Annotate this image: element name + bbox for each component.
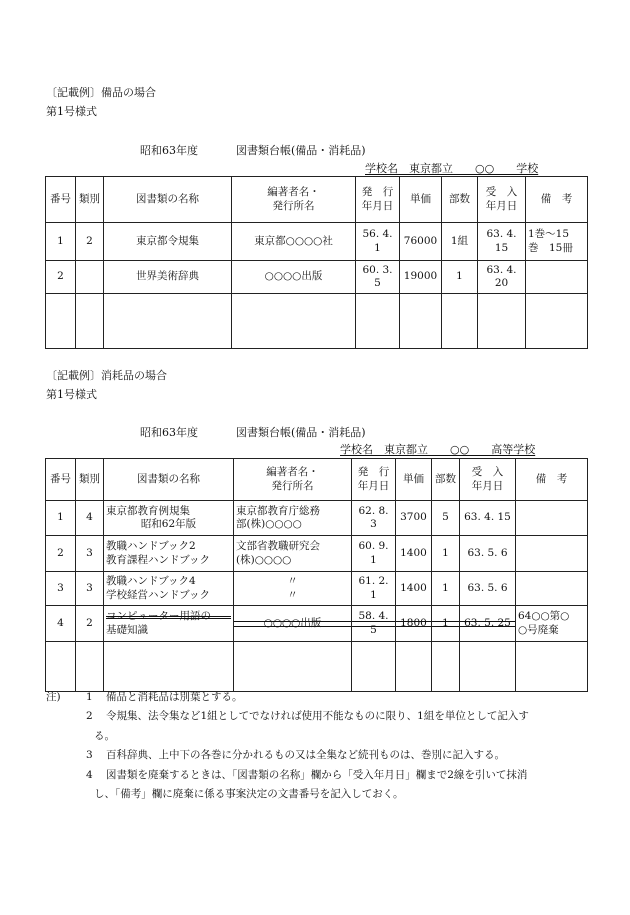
cell-no: 2 xyxy=(46,261,76,294)
table-row xyxy=(46,261,588,294)
cell-author: ○○○○出版 xyxy=(232,261,356,294)
header-author-line1: 編著者名・ xyxy=(267,186,320,199)
table-row-empty xyxy=(46,642,588,692)
cell-rcv-date: 63. 4. 15 xyxy=(478,223,526,261)
header-pub-line2: 年月日 xyxy=(361,199,394,212)
cell-author: ○○○○出版 xyxy=(234,606,352,642)
header-qty: 部数 xyxy=(442,177,478,223)
table-row xyxy=(46,572,588,606)
header-pub-date xyxy=(352,459,396,501)
cell-pub-date: 61. 2. 1 xyxy=(352,572,396,606)
cell-price: 76000 xyxy=(400,223,442,261)
cell-qty: 1 xyxy=(432,536,460,572)
header-rcv-line1: 受 入 xyxy=(471,466,504,479)
header-no: 番号 xyxy=(46,459,76,501)
cell-name xyxy=(104,572,234,606)
header-category: 類別 xyxy=(76,177,104,223)
example1-school-name: 学校名 東京都立 ○○ 学校 xyxy=(365,162,539,175)
cell-remarks xyxy=(526,223,588,261)
cell-category: 3 xyxy=(76,536,104,572)
example2-form-label: 第1号様式 xyxy=(46,388,97,401)
header-category: 類別 xyxy=(76,459,104,501)
table-row xyxy=(46,536,588,572)
cell-no: 4 xyxy=(46,606,76,642)
cell-remarks-line1: 1巻～15 xyxy=(528,228,570,241)
cell-author-line1: 東京都教育庁総務 xyxy=(236,504,320,517)
cell-remarks xyxy=(526,261,588,294)
cell-category xyxy=(76,261,104,294)
header-author-line2: 発行所名 xyxy=(271,479,314,492)
cell-no: 2 xyxy=(46,536,76,572)
cell-name-line1: 教職ハンドブック4 xyxy=(106,575,196,588)
cell-name xyxy=(104,501,234,536)
note-number: 1 xyxy=(86,691,93,703)
header-remarks: 備 考 xyxy=(526,177,588,223)
cell-author xyxy=(234,536,352,572)
table-header-row xyxy=(46,459,588,501)
cell-pub-date: 60. 9. 1 xyxy=(352,536,396,572)
note-item xyxy=(46,746,606,765)
cell-name-line2: 昭和62年版 xyxy=(140,518,197,530)
cell-price: 3700 xyxy=(396,501,432,536)
cell-price: 1800 xyxy=(396,606,432,642)
example2-heading: 〔記載例〕消耗品の場合 xyxy=(46,369,167,382)
cell-author xyxy=(234,572,352,606)
header-rcv-line2: 年月日 xyxy=(485,199,518,212)
cell-remarks xyxy=(516,572,588,606)
header-rcv-line2: 年月日 xyxy=(471,479,504,492)
cell-price: 1400 xyxy=(396,536,432,572)
table-row-empty xyxy=(46,294,588,349)
cell-rcv-date: 63. 4. 15 xyxy=(460,501,516,536)
cell-category: 3 xyxy=(76,572,104,606)
header-remarks: 備 考 xyxy=(516,459,588,501)
header-name: 図書類の名称 xyxy=(104,459,234,501)
cell-author: 東京都○○○○社 xyxy=(232,223,356,261)
cell-category: 2 xyxy=(76,606,104,642)
cell-qty: 1 xyxy=(432,572,460,606)
note-continuation xyxy=(46,785,606,804)
header-author-line2: 発行所名 xyxy=(272,199,315,212)
cell-author-line2: 〃 xyxy=(287,588,298,601)
table-header-row xyxy=(46,177,588,223)
cell-name-line2: 学校経営ハンドブック xyxy=(106,588,210,601)
cell-pub-date: 60. 3. 5 xyxy=(356,261,400,294)
cell-remarks xyxy=(516,536,588,572)
notes-head: 注) xyxy=(46,691,61,703)
cell-name-line1: 東京都教育例規集 xyxy=(106,504,190,517)
cell-qty: 1 xyxy=(432,606,460,642)
cell-remarks-line1: 64○○第○ xyxy=(518,610,570,623)
cell-qty: 1組 xyxy=(442,223,478,261)
note-number: 2 xyxy=(86,710,93,723)
note-text-cont: る。 xyxy=(94,729,115,742)
cell-name xyxy=(104,536,234,572)
cell-category: 2 xyxy=(76,223,104,261)
note-text: 図書類を廃棄するときは、「図書類の名称」欄から「受入年月日」欄まで2線を引いて抹消 xyxy=(106,768,528,781)
cell-author-line2: 部(株)○○○○ xyxy=(236,518,302,530)
cell-price: 1400 xyxy=(396,572,432,606)
note-text-cont: し、「備考」欄に廃棄に係る事案決定の文書番号を記入しておく。 xyxy=(94,788,404,801)
cell-author-line1: 文部省教職研究会 xyxy=(236,540,320,553)
note-item xyxy=(46,707,606,726)
example1-ledger-table xyxy=(45,176,588,349)
header-qty: 部数 xyxy=(432,459,460,501)
header-no: 番号 xyxy=(46,177,76,223)
note-text: 令規集、法令集など1組としてでなければ使用不能なものに限り、1組を単位として記入す xyxy=(106,710,529,723)
example2-ledger-title: 図書類台帳(備品・消耗品) xyxy=(236,426,366,439)
cell-pub-date: 56. 4. 1 xyxy=(356,223,400,261)
example2-ledger-table xyxy=(45,458,588,692)
header-pub-line1: 発 行 xyxy=(361,186,394,199)
header-name: 図書類の名称 xyxy=(104,177,232,223)
cell-remarks-line2: ○号廃棄 xyxy=(518,623,559,636)
cell-no: 3 xyxy=(46,572,76,606)
example1-heading: 〔記載例〕備品の場合 xyxy=(46,86,156,99)
note-continuation xyxy=(46,727,606,746)
cell-name: 東京都令規集 xyxy=(104,223,232,261)
cell-category: 4 xyxy=(76,501,104,536)
header-rcv-date xyxy=(478,177,526,223)
cell-author-line1: 〃 xyxy=(287,575,298,588)
table-row-discarded xyxy=(46,606,588,642)
note-item xyxy=(46,766,606,785)
cell-name: 世界美術辞典 xyxy=(104,261,232,294)
cell-qty: 1 xyxy=(442,261,478,294)
cell-remarks xyxy=(516,501,588,536)
cell-pub-date: 62. 8. 3 xyxy=(352,501,396,536)
cell-rcv-date: 63. 5. 25 xyxy=(460,606,516,642)
note-number: 3 xyxy=(86,749,93,762)
table-row xyxy=(46,501,588,536)
cell-remarks xyxy=(516,606,588,642)
note-text: 百科辞典、上中下の各巻に分かれるもの又は全集など続刊ものは、巻別に記入する。 xyxy=(106,749,505,762)
cell-rcv-date: 63. 4. 20 xyxy=(478,261,526,294)
header-author xyxy=(232,177,356,223)
cell-author xyxy=(234,501,352,536)
cell-price: 19000 xyxy=(400,261,442,294)
header-author-line1: 編著者名・ xyxy=(266,466,319,479)
cell-rcv-date: 63. 5. 6 xyxy=(460,572,516,606)
header-pub-line1: 発 行 xyxy=(357,466,390,479)
example2-fiscal-year: 昭和63年度 xyxy=(140,426,198,439)
cell-name-line1: コンピューター用語の xyxy=(106,610,231,623)
note-number: 4 xyxy=(86,768,93,781)
note-item xyxy=(46,688,606,707)
cell-author-line2: (株)○○○○ xyxy=(236,553,292,566)
table-row xyxy=(46,223,588,261)
notes-section xyxy=(46,688,606,805)
cell-name xyxy=(104,606,234,642)
note-text: 備品と消耗品は別葉とする。 xyxy=(106,691,243,703)
cell-name-line2: 教育課程ハンドブック xyxy=(106,553,210,566)
cell-no: 1 xyxy=(46,501,76,536)
header-author xyxy=(234,459,352,501)
header-pub-date xyxy=(356,177,400,223)
example1-form-label: 第1号様式 xyxy=(46,105,97,118)
cell-name-line1: 教職ハンドブック2 xyxy=(106,540,196,553)
cell-rcv-date: 63. 5. 6 xyxy=(460,536,516,572)
cell-no: 1 xyxy=(46,223,76,261)
cell-pub-date: 58. 4. 5 xyxy=(352,606,396,642)
example1-fiscal-year: 昭和63年度 xyxy=(140,144,198,157)
header-price: 単価 xyxy=(396,459,432,501)
cell-remarks-line2: 巻 15冊 xyxy=(528,241,573,254)
cell-name-line2: 基礎知識 xyxy=(106,623,148,636)
header-pub-line2: 年月日 xyxy=(357,479,390,492)
example1-ledger-title: 図書類台帳(備品・消耗品) xyxy=(236,144,366,157)
cell-qty: 5 xyxy=(432,501,460,536)
header-rcv-line1: 受 入 xyxy=(485,186,518,199)
header-rcv-date xyxy=(460,459,516,501)
header-price: 単価 xyxy=(400,177,442,223)
example2-school-name: 学校名 東京都立 ○○ 高等学校 xyxy=(340,443,536,456)
